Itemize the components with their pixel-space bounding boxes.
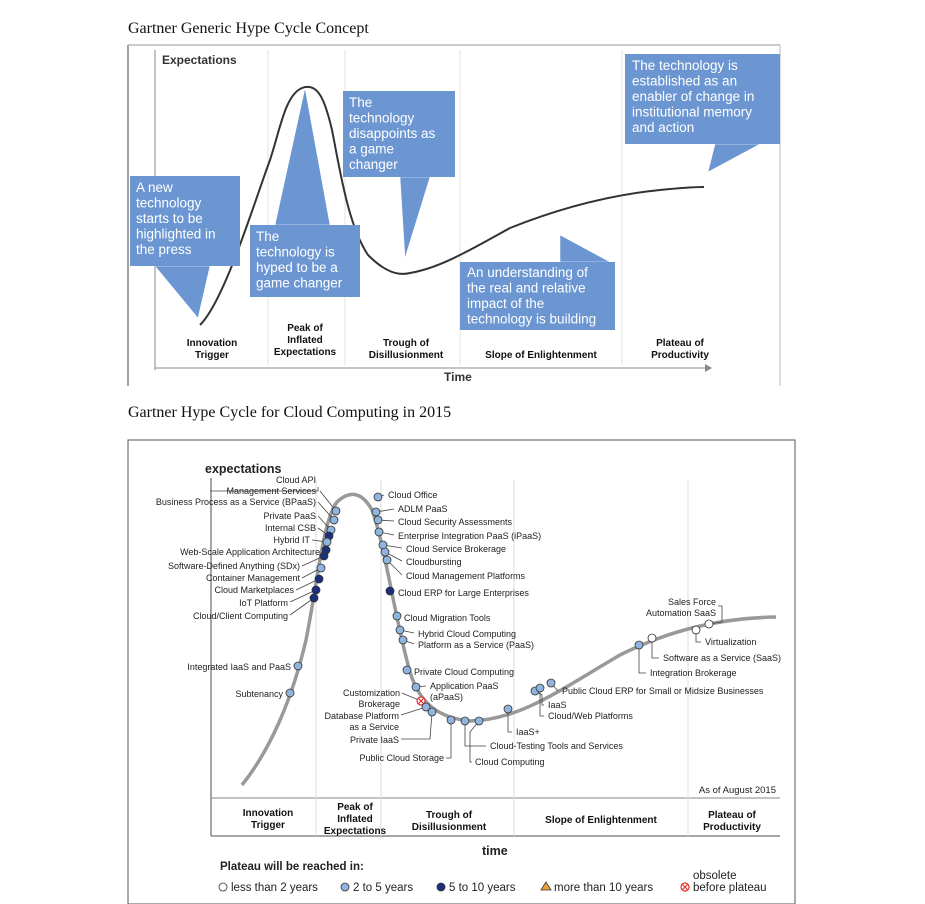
tech-label [516,727,540,737]
callout-text-line: the press [136,242,192,257]
concept-phase-0 [187,338,238,361]
tech-label-line: Integration Brokerage [650,668,737,678]
callout-text-line: disappoints as [349,126,436,141]
tech-label [406,557,462,567]
date-note: As of August 2015 [698,785,776,796]
tech-label [324,711,399,732]
cloud-phase-2 [412,810,487,833]
tech-marker [399,636,407,644]
tech-label-line: Sales Force [667,597,716,607]
tech-label-line: Enterprise Integration PaaS (iPaaS) [398,531,542,541]
tech-label-line: Public Cloud Storage [359,753,444,763]
tech-marker [286,689,294,697]
cloud-y-axis-label: expectations [205,462,282,476]
tech-label-line: ADLM PaaS [398,504,448,514]
concept-phase-4 [651,338,709,361]
callout-text-line: The technology is [632,58,738,73]
tech-marker [294,662,302,670]
tech-label-line: Private IaaS [349,735,399,745]
tech-label-line: Cloudbursting [406,557,462,567]
legend-item-obsolete [681,870,767,894]
callout-text-line: A new [136,180,173,195]
tech-label [193,611,288,621]
tech-label [406,544,506,554]
tech-marker [461,717,469,725]
tech-marker [635,641,643,649]
tech-label-line: Software-Defined Anything (SDx) [167,561,300,571]
legend-item-gt10 [541,882,653,894]
tech-label-line: Hybrid IT [273,535,310,545]
x-axis-arrow [705,364,712,372]
callout-text-line: technology is [256,244,335,260]
legend-label: 5 to 10 years [449,882,516,894]
concept-callout-0 [130,176,240,318]
tech-label [548,700,567,710]
tech-marker [320,552,328,560]
callout-text-line: game changer [256,275,343,291]
cloud-phase-0-line: Innovation [242,808,294,819]
tech-label [226,475,316,496]
tech-label [214,585,294,595]
callout-text-line: a game [349,141,395,157]
tech-marker [375,528,383,536]
concept-phase-0-line: Innovation [186,338,238,349]
tech-sales-force-automation-saas [646,597,722,628]
cloud-x-axis-label: time [482,844,508,858]
concept-phase-1-line: Expectations [273,347,337,358]
legend-item-y2to5 [341,882,413,894]
tech-label [404,613,491,623]
callout-pointer [275,88,330,225]
tech-label-line: IaaS [548,700,567,710]
tech-private-cloud-computing [403,666,514,677]
callout-text-line: technology [349,110,415,126]
tech-marker [317,564,325,572]
tech-label-line: IaaS+ [516,727,540,737]
tech-label [490,741,623,751]
callout-text-line: changer [349,157,398,172]
tech-marker [705,620,713,628]
tech-label [398,504,448,514]
tech-label [418,629,516,639]
callout-text-line: technology is building [467,311,597,327]
tech-marker [547,679,555,687]
leader-line [470,721,479,762]
tech-label [388,490,437,500]
tech-marker [447,716,455,724]
leader-line [401,712,432,739]
tech-label-line: Cloud Office [388,490,438,500]
tech-label [239,598,288,608]
tech-cloud-security-assessments [374,516,513,527]
tech-marker [396,626,404,634]
callout-pointer [400,177,430,258]
tech-label-line: Cloud/Client Computing [192,611,288,621]
tech-label-line: Cloud Service Brokerage [406,544,507,554]
tech-label-line: Private Cloud Computing [414,667,515,677]
callout-text-line: An understanding of [467,265,588,280]
cloud-phase-1 [324,802,387,837]
tech-label-line: Web-Scale Application Architecture [180,547,320,557]
tech-marker [386,587,394,595]
tech-label [562,686,764,696]
tech-label-line: Virtualization [705,637,757,647]
circle-marker [437,883,445,891]
tech-label [548,711,633,721]
cloud-phase-3 [545,815,657,826]
callout-text-line: enabler of change in [632,89,755,104]
leader-line [446,720,451,758]
technology-markers [156,475,781,767]
concept-phase-2-line: Trough of [382,338,430,349]
tech-label [430,681,499,702]
tech-integrated-iaas-and-paas [187,662,302,672]
tech-marker [504,705,512,713]
tech-label-line: Cloud/Web Platforms [548,711,633,721]
concept-phase-0-line: Trigger [195,350,229,361]
tech-cloud-testing-tools-and-services [461,717,623,751]
callout-pointer [560,235,610,262]
legend-note: obsolete [693,870,737,882]
tech-label-line: Application PaaS [430,681,499,691]
cloud-phase-0 [243,808,294,831]
circle-marker [341,883,349,891]
tech-marker [332,507,340,515]
tech-label [263,511,316,521]
tech-marker [648,634,656,642]
callout-pointer [155,266,210,318]
tech-label-line: Cloud API [275,475,316,485]
tech-marker [428,708,436,716]
concept-phase-3-line: Slope of Enlightenment [485,350,597,361]
tech-label-line: Container Management [205,573,300,583]
tech-label-line: as a Service [349,722,399,732]
callout-text-line: hyped to be a [256,260,338,275]
cloud-phase-1-line: Peak of [337,802,373,813]
tech-marker [412,683,420,691]
tech-label-line: Software as a Service (SaaS) [663,653,782,663]
concept-callout-3 [460,235,615,330]
cloud-phase-4-line: Plateau of [708,810,756,821]
tech-public-cloud-erp-for-small-or-midsize-businesses [547,679,764,696]
tech-label-line: Subtenancy [235,689,283,699]
tech-web-scale-application-architecture [180,546,330,557]
tech-label [475,757,545,767]
tech-label-line: Cloud Security Assessments [398,517,513,527]
tech-label [418,640,534,650]
tech-marker [374,516,382,524]
tech-label [350,735,399,745]
tech-label-line: Private PaaS [263,511,316,521]
tech-label-line: Customization [342,688,400,698]
tech-label [398,531,541,541]
callout-text-line: established as an [632,73,738,89]
circle-marker [219,883,227,891]
concept-title: Gartner Generic Hype Cycle Concept [128,20,369,37]
tech-marker [310,594,318,602]
callout-text-line: institutional memory [632,104,753,120]
cloud-phase-2-line: Disillusionment [411,822,487,833]
tech-marker [475,717,483,725]
tech-label [650,668,737,678]
tech-cloud-erp-for-large-enterprises [386,587,529,598]
callout-text-line: impact of the [467,296,545,311]
legend-label: more than 10 years [554,882,654,894]
tech-label-line: Cloud Management Platforms [406,571,526,581]
tech-label [206,573,301,583]
concept-phase-3 [485,350,597,361]
tech-cloud-api-management-services [210,475,340,515]
cloud-phase-4-line: Productivity [703,822,761,833]
tech-label-line: Hybrid Cloud Computing [418,629,517,639]
tech-label-line: Database Platform [324,711,399,721]
tech-label-line: Cloud Migration Tools [404,613,491,623]
tech-label-line: Management Services [226,486,316,496]
concept-phase-2 [369,338,444,361]
callout-text-line: the real and relative [467,280,586,296]
tech-label [646,597,716,618]
tech-label-line: Business Process as a Service (BPaaS) [155,497,316,507]
cloud-phase-1-line: Inflated [337,814,373,825]
legend-label: before plateau [693,882,767,894]
concept-phase-4-line: Plateau of [656,338,704,349]
concept-x-axis-label: Time [444,370,472,384]
cloud-phase-1-line: Expectations [323,826,387,837]
callout-text-line: starts to be [136,211,203,226]
triangle-marker [541,882,551,890]
tech-label-line: Cloud-Testing Tools and Services [490,741,623,751]
cloud-phase-2-line: Trough of [425,810,473,821]
tech-marker [374,493,382,501]
tech-label-line: Cloud Computing [475,757,545,767]
tech-cloud-service-brokerage [379,541,506,554]
tech-label [273,535,310,545]
concept-phase-4-line: Productivity [651,350,709,361]
tech-hybrid-cloud-computing [396,626,516,639]
tech-marker [381,548,389,556]
tech-label [398,517,513,527]
tech-label-line: Cloud Marketplaces [214,585,294,595]
concept-y-axis-label: Expectations [162,53,237,67]
tech-label-line: Public Cloud ERP for Small or Midsize Businesses [562,686,764,696]
concept-callout-4 [625,54,780,172]
legend-item-y5to10 [437,882,516,894]
tech-label [406,571,526,581]
callout-text-line: highlighted in [136,226,216,242]
concept-phase-2-line: Disillusionment [368,350,444,361]
legend-label: less than 2 years [231,882,318,894]
cloud-legend [219,861,767,894]
tech-cloud-migration-tools [393,612,491,623]
concept-phase-1-line: Inflated [287,335,323,346]
tech-virtualization [692,626,756,647]
callout-text-line: technology [136,195,202,211]
tech-label [663,653,781,663]
tech-marker [383,556,391,564]
cloud-phase-0-line: Trigger [251,820,285,831]
legend-title: Plateau will be reached in: [220,861,364,873]
concept-phase-1-line: Peak of [287,323,323,334]
tech-label-line: IoT Platform [239,598,288,608]
cloud-phase-3-line: Slope of Enlightenment [545,815,657,826]
tech-marker [312,586,320,594]
tech-marker [536,684,544,692]
callout-pointer [708,144,760,172]
tech-label-line: (aPaaS) [430,692,464,702]
tech-label [156,497,316,507]
tech-label [343,688,400,709]
tech-marker [330,516,338,524]
tech-marker [323,538,331,546]
tech-label-line: Platform as a Service (PaaS) [418,640,535,650]
tech-marker [692,626,700,634]
tech-label [414,667,514,677]
tech-label [705,637,756,647]
tech-subtenancy [235,689,294,699]
concept-phase-1 [274,323,337,358]
tech-enterprise-integration-paas-ipaas- [375,528,541,541]
callout-text-line: The [256,229,280,244]
tech-label-line: Brokerage [358,699,400,709]
tech-cloud-office [374,490,437,501]
cloud-title: Gartner Hype Cycle for Cloud Computing in 2015 [128,404,452,421]
tech-label [180,547,320,557]
callout-text-line: The [349,95,373,110]
tech-label [265,523,316,533]
tech-label [398,588,529,598]
tech-marker [372,508,380,516]
tech-label [359,753,444,763]
callout-text-line: and action [632,120,695,135]
legend-item-lt2 [219,882,318,894]
cloud-phase-4 [703,810,761,833]
tech-marker [393,612,401,620]
tech-label [168,561,300,571]
tech-label-line: Cloud ERP for Large Enterprises [398,588,529,598]
tech-adlm-paas [372,504,448,516]
tech-marker [315,575,323,583]
tech-label [187,662,291,672]
tech-marker [403,666,411,674]
tech-label-line: Integrated IaaS and PaaS [187,662,291,672]
tech-customization-brokerage [343,688,425,709]
legend-label: 2 to 5 years [353,882,414,894]
tech-label-line: Automation SaaS [645,608,716,618]
tech-label [235,689,283,699]
tech-label-line: Internal CSB [264,523,316,533]
